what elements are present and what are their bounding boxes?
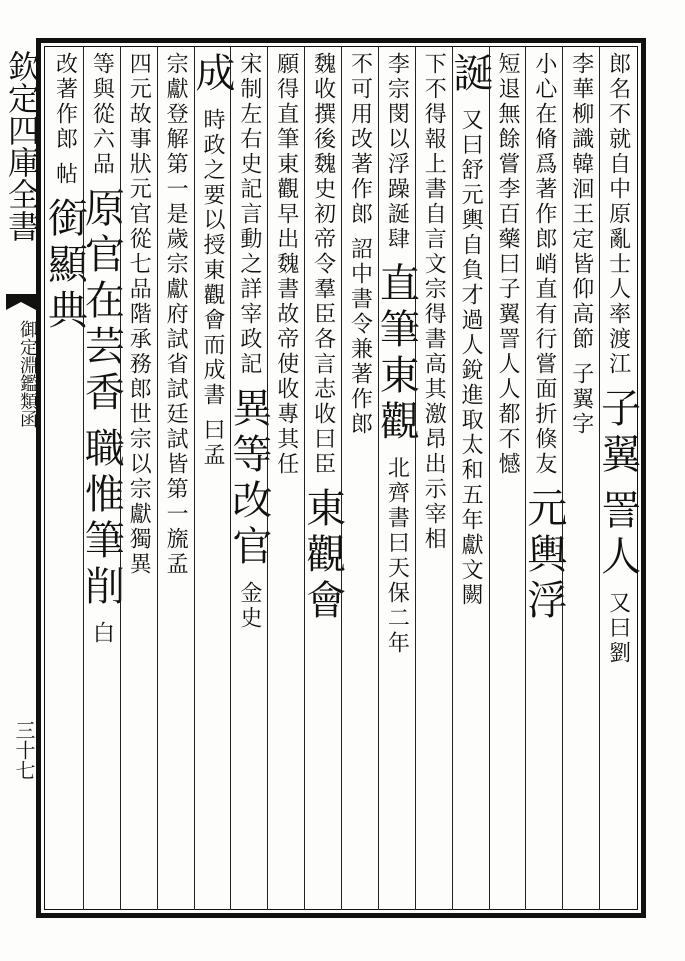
body-text: 改著作郎 — [52, 52, 78, 152]
headword-text: 誕 — [447, 52, 494, 98]
body-text: 下不得報上書自言文宗得書高其激昂出示宰相 — [421, 52, 447, 552]
column-rule — [157, 46, 158, 910]
column-rule — [341, 46, 342, 910]
body-text: 宗獻登解第一是歲宗獻府試省試廷試皆第一旒孟 — [163, 52, 189, 577]
headword-text: 直筆東觀 — [373, 262, 420, 446]
column-rule — [525, 46, 526, 910]
column-rule — [83, 46, 84, 910]
headword-text: 子翼 — [594, 387, 641, 479]
body-text: 子翼字 — [568, 362, 594, 437]
column-rule — [599, 46, 600, 910]
column-rule — [562, 46, 563, 910]
body-text: 北齊書曰天保二年 — [384, 456, 410, 656]
body-text: 又曰舒元輿自負才過人銳進取太和五年獻文闕 — [458, 108, 484, 608]
body-text: 又曰劉 — [605, 591, 631, 666]
headword-text: 東觀會 — [299, 487, 346, 625]
column-rule — [304, 46, 305, 910]
body-text: 等與從六品 — [89, 52, 115, 177]
book-title-margin: 欽定四庫全書 — [3, 50, 41, 242]
column-rule — [378, 46, 379, 910]
headword-text: 詈人 — [594, 489, 641, 581]
headword-text: 元輿浮 — [520, 487, 567, 625]
column-rule — [452, 46, 453, 910]
body-text: 白 — [89, 621, 115, 646]
headword-text: 銜顯典 — [41, 197, 88, 335]
headword-text: 成 — [188, 52, 235, 98]
column-rule — [120, 46, 121, 910]
body-text: 短退無餘嘗李百藥曰子翼詈人人都不憾 — [494, 52, 520, 477]
body-text: 郎名不就自中原亂士人率渡江 — [605, 52, 631, 377]
body-text: 詔中書令兼著作郎 — [347, 237, 373, 437]
column-rule — [489, 46, 490, 910]
body-text: 宋制左右史記言動之詳宰政記 — [236, 52, 262, 377]
column-rule — [230, 46, 231, 910]
column-rule — [267, 46, 268, 910]
body-text: 曰孟 — [199, 418, 225, 468]
body-text: 不可用改著作郎 — [347, 52, 373, 227]
body-text: 小心在脩爲著作郎峭直有行嘗面折倏友 — [531, 52, 557, 477]
body-text: 魏收撰後魏史初帝令羣臣各言志收曰臣 — [310, 52, 336, 477]
body-text: 金史 — [236, 581, 262, 631]
headword-text: 異等改官 — [225, 387, 272, 571]
body-text: 願得直筆東觀早出魏書故帝使收專其任 — [273, 52, 299, 477]
page-number: 三十七 — [12, 720, 36, 780]
body-text: 李宗閔以浮躁誕肆 — [384, 52, 410, 252]
headword-text: 職惟筆削 — [78, 427, 125, 611]
column-rule — [415, 46, 416, 910]
column-rule — [194, 46, 195, 910]
headword-text: 原官在芸香 — [78, 187, 125, 417]
fishtail-mark-icon — [4, 292, 38, 312]
body-text: 李華柳識韓洄王定皆仰高節 — [568, 52, 594, 352]
body-text: 帖 — [52, 162, 78, 187]
book-subtitle-margin: 御定淵鑑類函 — [17, 320, 38, 428]
body-text: 時政之要以授東觀會而成書 — [199, 108, 225, 408]
body-text: 四元故事狀元官從七品階承務郎世宗以宗獻獨異 — [126, 52, 152, 577]
